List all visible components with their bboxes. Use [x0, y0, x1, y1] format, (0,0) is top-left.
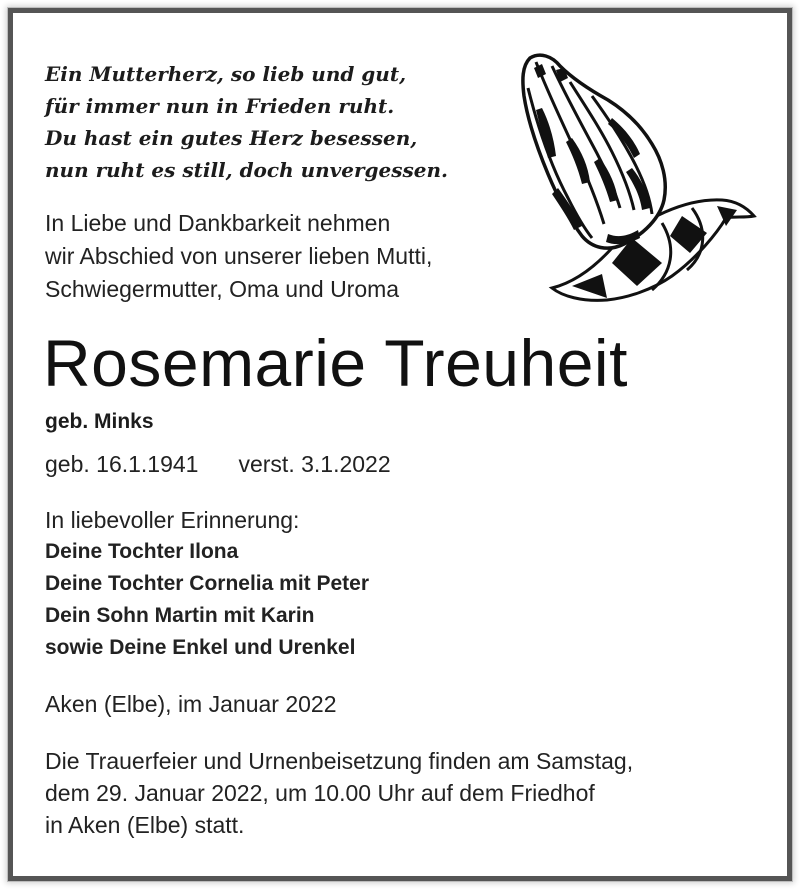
- life-dates: [45, 448, 391, 480]
- intro-line: Schwiegermutter, Oma und Uroma: [45, 276, 400, 302]
- mourner-line: sowie Deine Enkel und Urenkel: [45, 636, 356, 659]
- poem-line: nun ruht es still, doch unvergessen.: [45, 158, 448, 182]
- poem-line: für immer nun in Frieden ruht.: [45, 94, 395, 118]
- ceremony-line: dem 29. Januar 2022, um 10.00 Uhr auf dem Friedhof: [45, 780, 595, 806]
- poem: [45, 58, 448, 186]
- remembrance-lead: In liebevoller Erinnerung:: [45, 507, 300, 533]
- mourner-line: Dein Sohn Martin mit Karin: [45, 604, 315, 627]
- intro-text: [45, 207, 432, 306]
- ceremony-line: in Aken (Elbe) statt.: [45, 812, 245, 838]
- deceased-name: Rosemarie Treuheit: [43, 326, 628, 400]
- poem-line: Du hast ein gutes Herz besessen,: [45, 126, 418, 150]
- intro-line: wir Abschied von unserer lieben Mutti,: [45, 243, 433, 269]
- ceremony-notice: [45, 745, 633, 841]
- mourner-line: Deine Tochter Ilona: [45, 540, 239, 563]
- remembrance-block: [45, 504, 369, 664]
- intro-line: In Liebe und Dankbarkeit nehmen: [45, 210, 391, 236]
- mourner-line: Deine Tochter Cornelia mit Peter: [45, 572, 370, 595]
- place-and-date: Aken (Elbe), im Januar 2022: [45, 691, 337, 717]
- praying-hands-icon: [512, 48, 758, 308]
- ceremony-line: Die Trauerfeier und Urnenbeisetzung finden am Samstag,: [45, 748, 634, 774]
- birth-date: geb. 16.1.1941: [45, 451, 199, 477]
- death-date: verst. 3.1.2022: [238, 451, 391, 477]
- poem-line: Ein Mutterherz, so lieb und gut,: [45, 62, 407, 86]
- maiden-name: geb. Minks: [45, 410, 154, 433]
